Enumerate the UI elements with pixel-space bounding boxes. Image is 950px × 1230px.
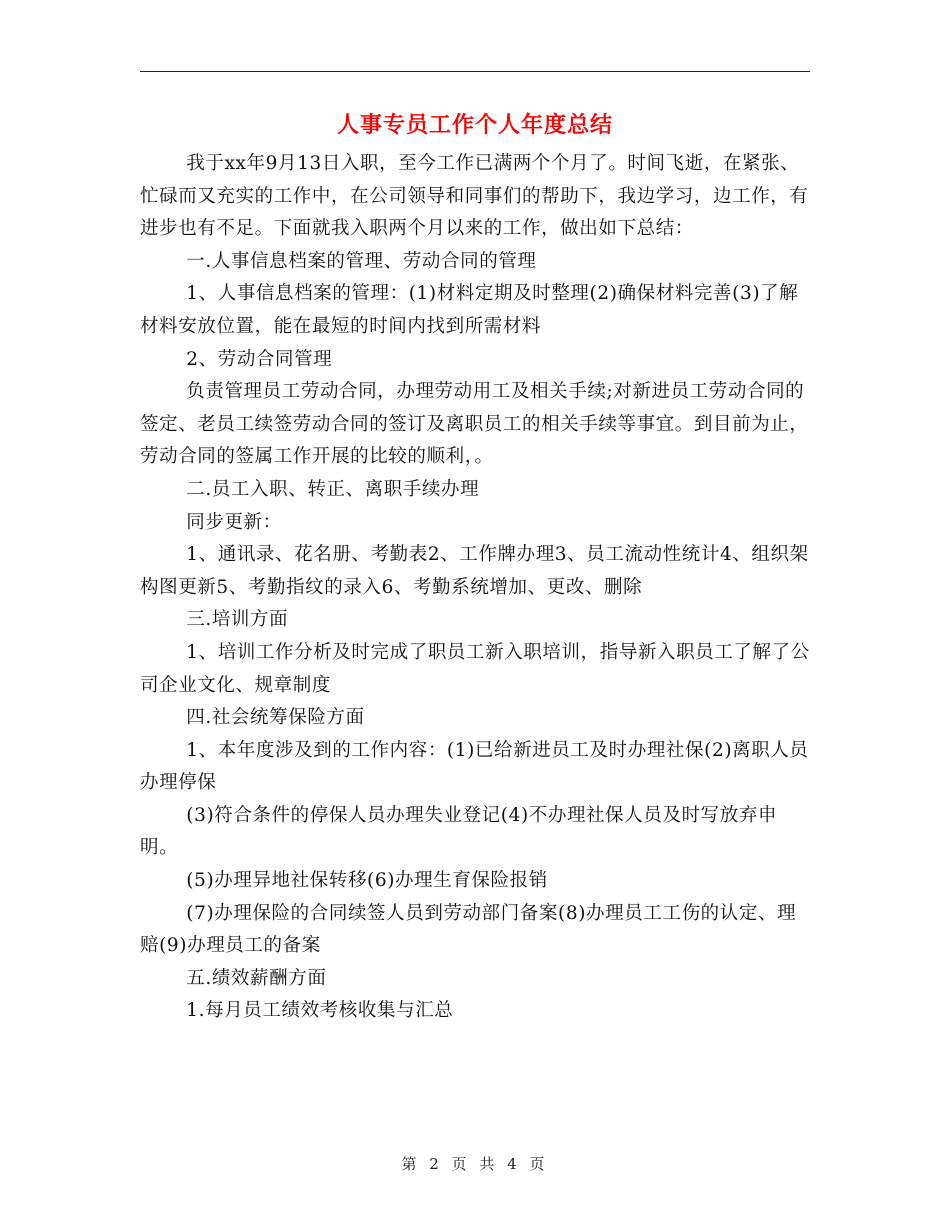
paragraph: 1、本年度涉及到的工作内容：(1)已给新进员工及时办理社保(2)离职人员办理停保 bbox=[140, 739, 809, 794]
paragraph: 1、人事信息档案的管理：(1)材料定期及时整理(2)确保材料完善(3)了解材料安放位置，能在最短的时间内找到所需材料 bbox=[140, 283, 799, 337]
paragraph: (5)办理异地社保转移(6)办理生育保险报销 bbox=[186, 870, 548, 892]
paragraph: (7)办理保险的合同续签人员到劳动部门备案(8)办理员工工伤的认定、理赔(9)办理员工的备案 bbox=[140, 902, 797, 957]
paragraph: 1、通讯录、花名册、考勤表2、工作牌办理3、员工流动性统计4、组织架构图更新5、考勤指纹的录入6、考勤系统增加、更改、删除 bbox=[140, 544, 809, 598]
paragraph: 1、培训工作分析及时完成了职员工新入职培训，指导新入职员工了解了公司企业文化、规章制度 bbox=[140, 641, 810, 696]
page-number: 第 2 页 共 4 页 bbox=[401, 1155, 549, 1173]
header-rule bbox=[140, 71, 810, 72]
paragraph: 我于xx年9月13日入职，至今工作已满两个个月了。时间飞逝，在紧张、忙碌而又充实的工作中，在公司领导和同事们的帮助下，我边学习，边工作，有进步也有不足。下面就我入职两个月以来的工作，做出如下总结： bbox=[140, 153, 809, 240]
document-body bbox=[140, 148, 812, 1028]
section-heading: 一.人事信息档案的管理、劳动合同的管理 bbox=[186, 250, 537, 272]
paragraph: 负责管理员工劳动合同，办理劳动用工及相关手续;对新进员工劳动合同的签定、老员工续签劳动合同的签订及离职员工的相关手续等事宜。到目前为止，劳动合同的签属工作开展的比较的顺利，。 bbox=[140, 381, 809, 468]
section-heading: 二.员工入职、转正、离职手续办理 bbox=[186, 478, 480, 500]
paragraph: (3)符合条件的停保人员办理失业登记(4)不办理社保人员及时写放弃申明。 bbox=[140, 804, 778, 859]
paragraph: 1.每月员工绩效考核收集与汇总 bbox=[186, 1000, 454, 1022]
subsection-heading: 2、劳动合同管理 bbox=[186, 348, 333, 370]
section-heading: 三.培训方面 bbox=[186, 609, 289, 631]
section-heading: 五.绩效薪酬方面 bbox=[186, 967, 327, 989]
paragraph: 同步更新： bbox=[186, 511, 282, 533]
section-heading: 四.社会统筹保险方面 bbox=[186, 707, 365, 729]
document-title: 人事专员工作个人年度总结 bbox=[336, 112, 613, 138]
